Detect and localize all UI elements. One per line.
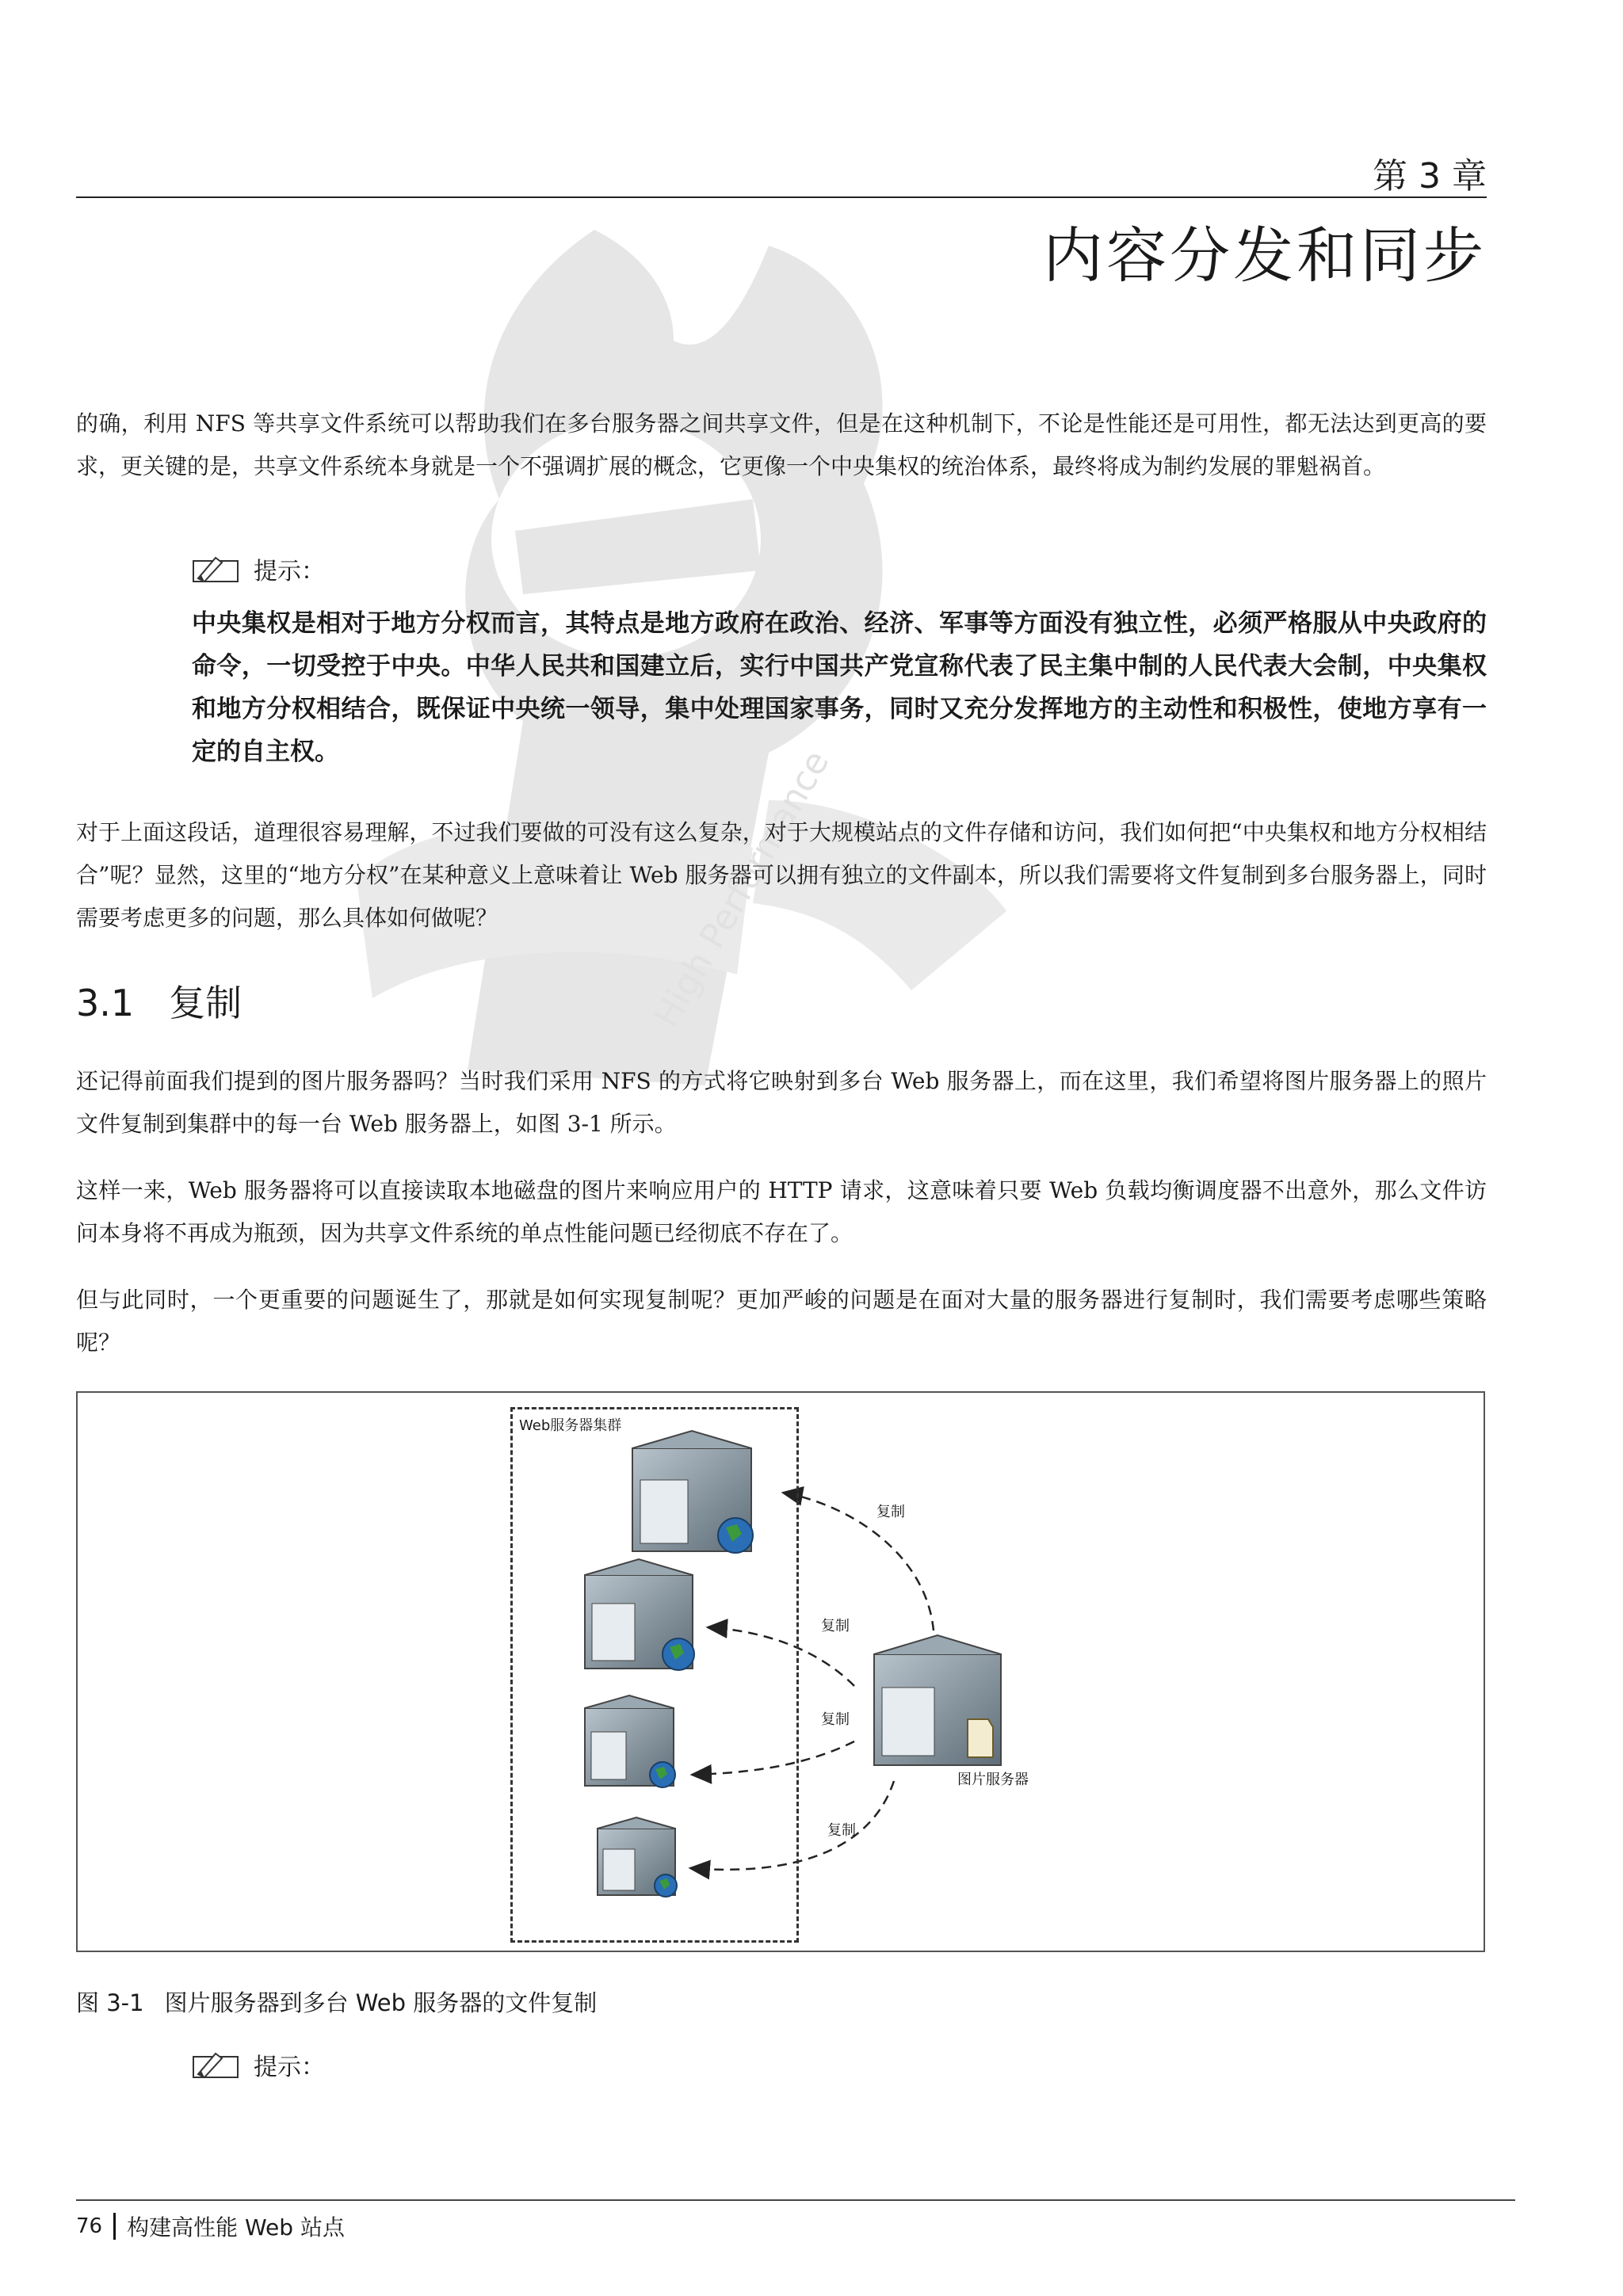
replication-label: 复制 (827, 1822, 856, 1839)
tip-label: 提示： (254, 2054, 325, 2081)
footer-divider (113, 2213, 116, 2240)
book-title: 构建高性能 Web 站点 (127, 2214, 345, 2241)
tip-label: 提示： (254, 558, 325, 585)
cluster-label: Web服务器集群 (519, 1417, 622, 1434)
page-footer (76, 2210, 345, 2242)
body-paragraph-2: 这样一来，Web 服务器将可以直接读取本地磁盘的图片来响应用户的 HTTP 请求，这意味着只要 Web 负载均衡调度器不出意外，那么文件访问本身将不再成为瓶颈，因为共享文件系统的单点性能问题已经彻底不存在了。 (76, 1177, 1487, 1246)
after-tip-paragraph: 对于上面这段话，道理很容易理解，不过我们要做的可没有这么复杂，对于大规模站点的文件存储和访问，我们如何把“中央集权和地方分权相结合”呢？显然，这里的“地方分权”在某种意义上意味着让 Web 服务器可以拥有独立的文件副本，所以我们需要将文件复制到多台服务器上，同时需要考虑更多的问题，那么具体如何做呢？ (76, 819, 1487, 931)
page-number: 76 (76, 2214, 103, 2238)
header-rule (76, 196, 1487, 198)
figure-caption (76, 1985, 597, 2018)
figure-3-1 (76, 1391, 1485, 1952)
chapter-label: 第 3 章 (1373, 156, 1487, 196)
figure-caption-text: 图片服务器到多台 Web 服务器的文件复制 (164, 1989, 598, 2016)
image-server-label: 图片服务器 (957, 1772, 1029, 1788)
body-paragraph-1: 还记得前面我们提到的图片服务器吗？当时我们采用 NFS 的方式将它映射到多台 Web 服务器上，而在这里，我们希望将图片服务器上的照片文件复制到集群中的每一台 Web 服务器上，如图 3-1 所示。 (76, 1068, 1487, 1137)
replication-label: 复制 (876, 1504, 905, 1520)
intro-paragraph: 的确，利用 NFS 等共享文件系统可以帮助我们在多台服务器之间共享文件，但是在这种机制下，不论是性能还是可用性，都无法达到更高的要求，更关键的是，共享文件系统本身就是一个不强调扩展的概念，它更像一个中央集权的统治体系，最终将成为制约发展的罪魁祸首。 (76, 410, 1487, 479)
replication-label: 复制 (821, 1711, 850, 1728)
image-server-icon (874, 1635, 1001, 1765)
tip-heading (192, 551, 325, 586)
section-title (76, 974, 242, 1027)
pencil-note-icon (192, 553, 242, 585)
chapter-title: 内容分发和同步 (1043, 220, 1487, 291)
replication-label: 复制 (821, 1618, 850, 1634)
pencil-note-icon (192, 2049, 242, 2081)
web-server-cluster-box (510, 1407, 799, 1943)
body-paragraph-3: 但与此同时，一个更重要的问题诞生了，那就是如何实现复制呢？更加严峻的问题是在面对大量的服务器进行复制时，我们需要考虑哪些策略呢？ (76, 1287, 1487, 1356)
replication-arrow (783, 1493, 934, 1630)
section-title-text: 复制 (169, 982, 242, 1024)
tip-body: 中央集权是相对于地方分权而言，其特点是地方政府在政治、经济、军事等方面没有独立性，必须严格服从中央政府的命令，一切受控于中央。中华人民共和国建立后，实行中国共产党宣称代表了民主集中制的人民代表大会制，中央集权和地方分权相结合，既保证中央统一领导，集中处理国家事务，同时又充分发挥地方的主动性和积极性，使地方享有一定的自主权。 (192, 609, 1487, 766)
tip-heading-2 (192, 2047, 325, 2082)
figure-number: 图 3-1 (76, 1989, 144, 2016)
svg-text:High Performance: High Performance (646, 743, 838, 1035)
section-number: 3.1 (76, 982, 135, 1024)
footer-rule (76, 2199, 1515, 2201)
